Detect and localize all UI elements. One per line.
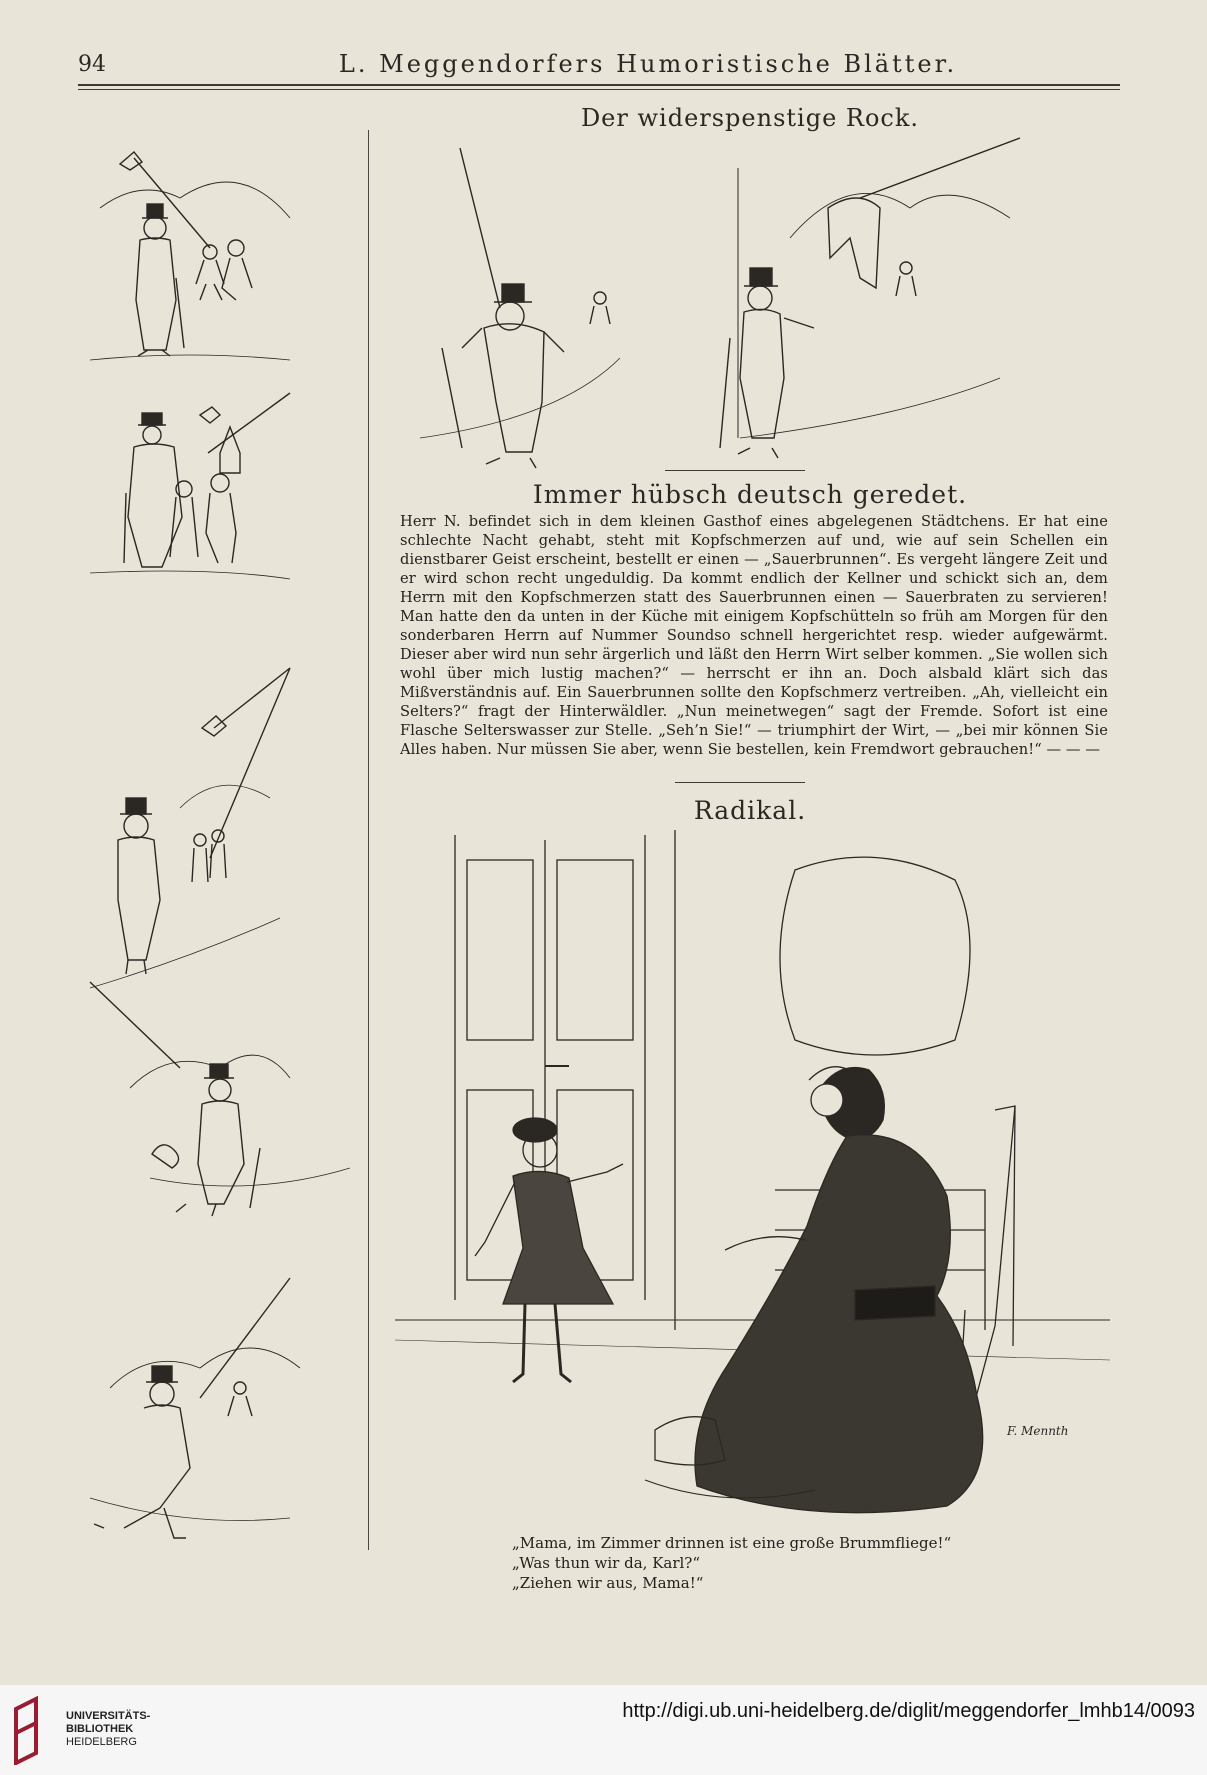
caption-line-2: „Was thun wir da, Karl?“ (512, 1554, 701, 1572)
comic-panel-3 (90, 668, 290, 988)
illustration-signature: F. Mennth (1007, 1424, 1069, 1438)
masthead: L. Meggendorfers Humoristische Blätter. (338, 50, 958, 78)
caption-line-1: „Mama, im Zimmer drinnen ist eine große Brummfliege!“ (512, 1534, 952, 1552)
comic-panel-1 (90, 152, 290, 360)
column-separator (368, 130, 369, 1550)
divider-rule (665, 470, 805, 471)
header-rule-thin (78, 89, 1120, 90)
viewer-footer (0, 1685, 1207, 1775)
source-url-link[interactable]: http://digi.ub.uni-heidelberg.de/diglit/meggendorfer_lmhb14/0093 (622, 1700, 1195, 1722)
header-rule (78, 84, 1120, 86)
story3-title: Radikal. (693, 796, 807, 825)
comic-panel-2 (90, 393, 290, 579)
story2-title: Immer hübsch deutsch geredet. (532, 480, 968, 509)
comic-strip-left (90, 128, 360, 1588)
story1-title: Der widerspenstige Rock. (580, 104, 920, 132)
library-name-line-3: HEIDELBERG (66, 1736, 137, 1748)
story2-body: Herr N. befindet sich in dem kleinen Gasthof eines abgelegenen Städtchens. Er hat eine schlechte Nacht gehabt, steht mit Kopfschmerzen auf und, wie auf sein Schellen ein dienstbarer Geist erscheint, bestellt er einen — „Sauerbrunnen“. Es vergeht längere Zeit und er wird schon recht ungeduldig. Da kommt endlich der Kellner und schickt sich an, dem Herrn mit den Kopfschmerzen statt des Sauerbrunnen einen — Sauerbraten zu servieren! Man hatte den da unten in der Küche mit einigem Kopfschütteln so früh am Morgen für den sonderbaren Herrn auf Nummer Soundso schnell hergerichtet resp. wieder aufgewärmt. Dieser aber wird nun sehr ärgerlich und läßt den Herrn Wirt selber kommen. „Sie wollen sich wohl über mich lustig machen?“ — herrscht er ihn an. Doch alsbald klärt sich das Mißverständnis auf. Ein Sauerbrunnen sollte den Kopfschmerz vertreiben. „Ah, vielleicht ein Selters?“ fragt der Hinterwäldler. „Nun meinetwegen“ sagt der Fremde. Sofort ist eine Flasche Selterswasser zur Stelle. „Seh’n Sie!“ — triumphirt der Wirt, — „bei mir können Sie Alles haben. Nur müssen Sie aber, wenn Sie bestellen, kein Fremdwort gebrauchen!“ — — — (400, 513, 1108, 758)
comic-panels-top (420, 138, 1100, 468)
illustration-mother-and-child (395, 830, 1110, 1520)
comic-panel-7 (720, 138, 1020, 458)
library-name[interactable] (66, 1710, 150, 1749)
library-name-line-1: UNIVERSITÄTS- (66, 1710, 151, 1722)
caption-line-3: „Ziehen wir aus, Mama!“ (512, 1574, 704, 1592)
page-number: 94 (78, 52, 106, 77)
divider-rule (675, 782, 805, 783)
library-name-line-2: BIBLIOTHEK (66, 1723, 134, 1735)
page-header (78, 48, 1120, 84)
comic-panel-6 (420, 148, 620, 468)
comic-panel-4 (90, 982, 350, 1216)
comic-panel-5 (90, 1278, 300, 1538)
library-logo-icon[interactable] (8, 1695, 58, 1765)
illustration-caption (512, 1533, 1072, 1593)
